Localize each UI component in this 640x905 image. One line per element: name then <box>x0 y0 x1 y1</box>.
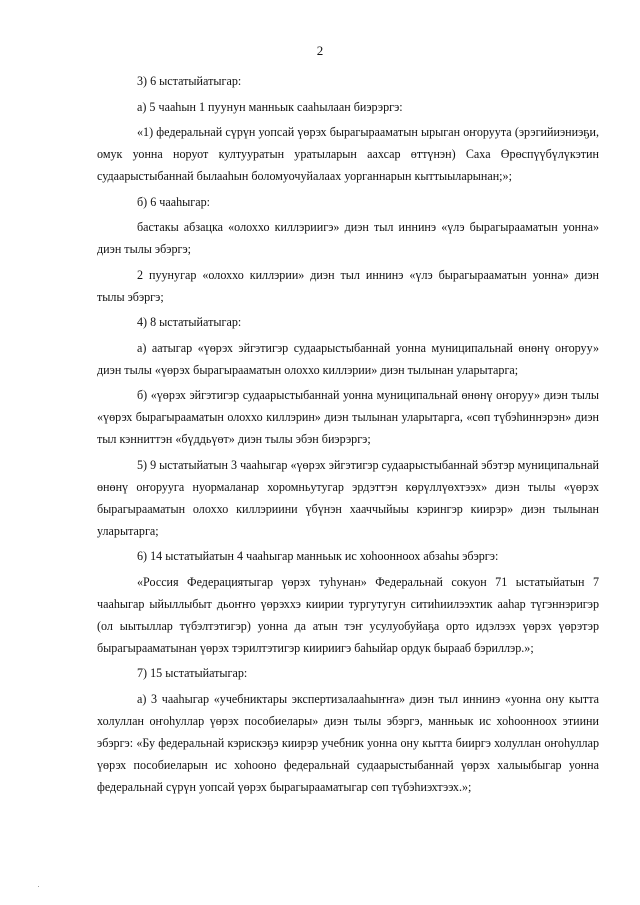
paragraph: а) аатыгар «үөрэх эйгэтигэр судаарыстыбаннай уонна муниципальнай өнөнү оҥоруу» диэн тылы «үөрэх бырагырааматын олоххо киллэрии» диэн тылынан уларытарга; <box>97 340 599 377</box>
paragraph: «Россия Федерациятыгар үөрэх туһунан» Федеральнай сокуон 71 ыстатыйатын 7 чааһыгар ыйыллыбыт дьоҥҥо үөрэххэ киирии тургутугун ситиһиилээхтик ааһар түгэннэригэр (ол ыытыллар түбэлтэтигэр) уонна да атын тэҥ усулуобуйаҕа орто идэлээх үөрэх үөрэтэр бырагырааматынан үөрэх тэрилтэтигэр киириигэ баһыйар ордук бырааб бэриллэр.»; <box>97 574 599 655</box>
paragraph: бастакы абзацка «олоххо киллэриигэ» диэн тыл иннинэ «үлэ бырагырааматын уонна» диэн тылы эбэргэ; <box>97 220 599 256</box>
paragraph: 3) 6 ыстатыйатыгар: <box>137 74 242 88</box>
scan-speck <box>38 886 39 887</box>
document-body <box>97 70 599 801</box>
paragraph: 6) 14 ыстатыйатын 4 чааһыгар манньык ис хоһоонноох абзаһы эбэргэ: <box>137 549 499 563</box>
paragraph: 5) 9 ыстатыйатын 3 чааһыгар «үөрэх эйгэтигэр судаарыстыбаннай эбэтэр муниципальнай өнөнү оҥоруугa нуормаланар хоромньутугар эрдэттэн көрүллүөхтээх» диэн тылы «үөрэх бырагырааматын олоххо киллэриини үбүнэн хааччыйыы кэрингэр киирэр» диэн тылынан уларытарга; <box>97 457 599 538</box>
paragraph: «1) федеральнай сүрүн уопсай үөрэх бырагырааматын ырыган оҥоруута (эрэгийиэниэҕи, омук уонна норуот култууратын уратыларын аахсар өттүнэн) Саха Өрөспүүбүлүкэтин судаарыстыбаннай былааһын боломуочуйалаах уорганнарын кыттыыларынан;»; <box>97 125 599 183</box>
paragraph: 2 пуунугар «олоххо киллэрии» диэн тыл иннинэ «үлэ бырагырааматын уонна» диэн тылы эбэргэ; <box>97 267 599 304</box>
paragraph: 7) 15 ыстатыйатыгар: <box>137 666 248 680</box>
paragraph: а) 5 чааһын 1 пуунун манньык сааһылаан биэрэргэ: <box>137 99 403 114</box>
page-number: 2 <box>316 43 324 58</box>
paragraph: 4) 8 ыстатыйатыгар: <box>137 315 242 329</box>
paragraph: б) «үөрэх эйгэтигэр судаарыстыбаннай уонна муниципальнай өнөнү оҥоруу» диэн тылы «үөрэх бырагырааматын олоххо киллэрин» диэн тылынан уларытарга, «сөп түбэһиннэрэн» диэн тыл кэнниттэн «бүддьүөт» диэн тылы эбэн биэрэргэ; <box>97 388 599 446</box>
paragraph: б) 6 чааһыгар: <box>137 194 210 209</box>
paragraph: а) 3 чааһыгар «учебниктары экспертизалааһыҥҥа» диэн тыл иннинэ «уонна ону кытта холуллан оҥоһуллар үөрэх пособиелары» диэн тылы эбэргэ, манньык ис хоһоонноох этиини эбэргэ: «Бу федеральнай кэрискэҕэ киирэр учебник уонна ону кытта бииргэ холуллан оҥоһуллар үөрэх пособиеларын ис хоһооно федеральнай судаарыстыбаннай үөрэх халыыбыгар уонна федеральнай сүрүн уопсай үөрэх бырагырааматыгар сөп түбэһиэхтээх.»; <box>97 691 599 794</box>
